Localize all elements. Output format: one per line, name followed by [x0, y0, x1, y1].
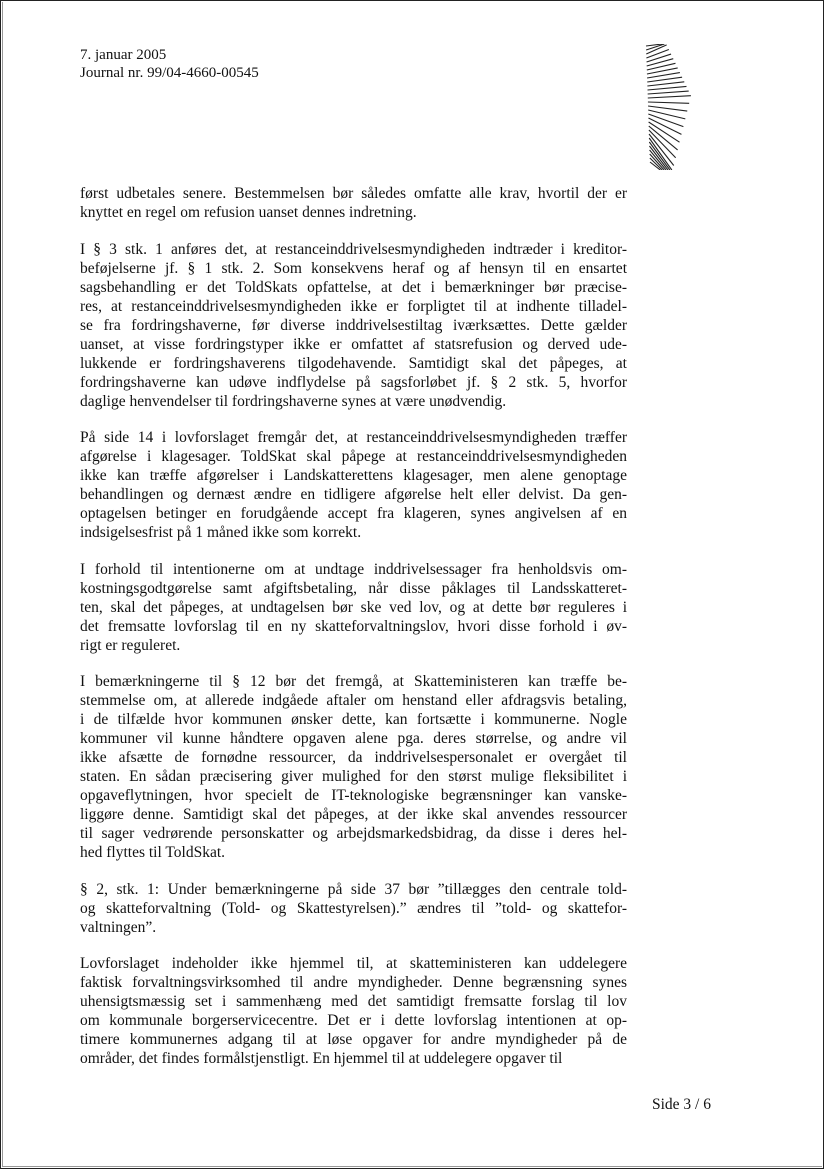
text-line: om kommunale borgerservicecentre. Det er i dette lovforslag intentionen at op- — [80, 1012, 627, 1029]
text-line: uhensigtsmæssig set i sammenhæng med det samtidigt fremsatte forslag til lov — [80, 993, 627, 1010]
text-line: sagsbehandling er det ToldSkats opfattelse, at det i bemærkninger bør præcise- — [80, 278, 627, 296]
text-line: behandlingen og dernæst ændre en tidligere afgørelse helt eller delvist. Da gen- — [80, 486, 627, 503]
text-line: til sager vedrørende personskatter og arbejdsmarkedsbidrag, da disse i deres hel- — [80, 825, 627, 842]
text-line: lukkende er fordringshaverens tilgodehavende. Samtidigt skal det påpeges, at — [80, 354, 627, 372]
text-line: stemmelse om, at allerede indgåede aftaler om henstand eller afdragsvis betaling, — [80, 692, 627, 709]
logo-stripe — [647, 82, 684, 86]
text-line: i de tilfælde hvor kommunen ønsker dette, kan fortsætte i kommunerne. Nogle — [80, 711, 627, 728]
header-journal-number: Journal nr. 99/04-4660-00545 — [80, 65, 259, 81]
text-line: afgørelse i klagesager. ToldSkat skal påpege at restanceinddrivelsesmyndigheden — [80, 448, 627, 465]
logo-stripe — [648, 86, 687, 90]
logo-stripe — [648, 106, 687, 111]
logo-stripe — [647, 77, 682, 82]
text-line: hed flyttes til ToldSkat. — [80, 844, 226, 861]
text-line: områder, det findes formålstjenstligt. En hjemmel til at uddelegere opgaver til — [80, 1050, 563, 1067]
logo-stripe — [648, 102, 689, 103]
text-line: Lovforslaget indeholder ikke hjemmel til, at skatteministeren kan uddelegere — [80, 955, 627, 972]
text-line: indsigelsesfrist på 1 måned ikke som korrekt. — [80, 524, 362, 541]
text-line: staten. En sådan præcisering giver mulighed for den størst mulige fleksibilitet i — [80, 768, 627, 785]
paragraph — [80, 880, 627, 937]
paragraph — [80, 184, 627, 222]
text-line: optagelsen betinger en forudgående accept fra klageren, synes angivelsen af en — [80, 505, 627, 522]
text-line: kostningsgodtgørelse samt afgiftsbetaling, når disse påklages til Landsskatteret- — [80, 579, 627, 597]
text-line: beføjelserne jf. § 1 stk. 2. Som konsekvens heraf og af hensyn til en ensartet — [80, 259, 627, 277]
paragraph — [80, 672, 627, 862]
text-line: På side 14 i lovforslaget fremgår det, at restanceinddrivelsesmyndigheden træffer — [80, 429, 627, 446]
logo-stripe — [648, 110, 685, 119]
text-line: I forhold til intentionerne om at undtage inddrivelsessager fra henholdsvis om- — [80, 560, 627, 578]
paragraph — [80, 428, 627, 542]
text-line: timere kommunernes adgang til at løse opgaver for andre myndigheder på de — [80, 1031, 627, 1048]
text-line: og skatteforvaltning (Told- og Skattestyrelsen).” ændres til ”told- og skattefor- — [80, 899, 627, 917]
document-header — [80, 46, 259, 82]
paragraph — [80, 240, 627, 411]
logo-stripe — [646, 49, 668, 58]
text-line: først udbetales senere. Bestemmelsen bør således omfatte alle krav, hvortil der er — [80, 185, 627, 202]
logo-stripe — [648, 91, 689, 94]
text-line: ten, skal det påpeges, at undtagelsen bør ske ved lov, og at dette bør reguleres i — [80, 598, 627, 616]
text-line: det fremsatte lovforslag til en ny skatteforvaltningslov, hvori disse forhold i øv- — [80, 617, 627, 635]
text-line: daglige henvendelser til fordringshaverne synes at være unødvendig. — [80, 392, 507, 410]
text-line: ikke kan træffe afgørelser i Landskatterettens klagesager, men alene genoptage — [80, 467, 627, 484]
paragraph — [80, 560, 627, 655]
header-date: 7. januar 2005 — [80, 47, 167, 63]
paragraph — [80, 954, 627, 1068]
text-line: se fra fordringshaverne, før diverse inddrivelsestiltag iværksættes. Dette gælder — [80, 316, 627, 334]
text-line: faktisk forvaltningsvirksomhed til andre myndigheder. Denne begrænsning synes — [80, 974, 627, 991]
document-body — [80, 184, 627, 1086]
text-line: liggøre denne. Samtidigt skal det påpeges, at der ikke skal anvendes ressourcer — [80, 806, 627, 823]
text-line: § 2, stk. 1: Under bemærkningerne på side 37 bør ”tillægges den centrale told- — [80, 880, 627, 898]
text-line: uanset, at visse fordringstyper ikke er omfattet af statsrefusion og derved ude- — [80, 335, 627, 353]
text-line: fordringshaverne kan udøve indflydelse på sagsforløbet jf. § 2 stk. 5, hvorfor — [80, 373, 627, 391]
text-line: opgaveflytningen, hvor specielt de IT-teknologiske begrænsninger kan vanske- — [80, 787, 627, 804]
text-line: I § 3 stk. 1 anføres det, at restanceinddrivelsesmyndigheden indtræder i kreditor- — [80, 240, 627, 258]
text-line: rigt er reguleret. — [80, 636, 181, 654]
logo-stripe — [648, 96, 691, 98]
page-number: Side 3 / 6 — [652, 1096, 711, 1113]
diagonal-lines-logo-icon — [644, 44, 710, 170]
text-line: res, at restanceinddrivelsesmyndigheden ikke er forpligtet til at indhente tilladel- — [80, 297, 627, 315]
text-line: kommuner vil kunne håndtere opgaven alene pga. deres størrelse, og andre vil — [80, 730, 627, 747]
text-line: I bemærkningerne til § 12 bør det fremgå, at Skatteministeren kan træffe be- — [80, 673, 627, 690]
text-line: knyttet en regel om refusion uanset dennes indretning. — [80, 204, 417, 221]
text-line: valtningen”. — [80, 918, 157, 936]
text-line: ikke afsætte de fornødne ressourcer, da inddrivelsespersonalet er overgået til — [80, 749, 627, 766]
